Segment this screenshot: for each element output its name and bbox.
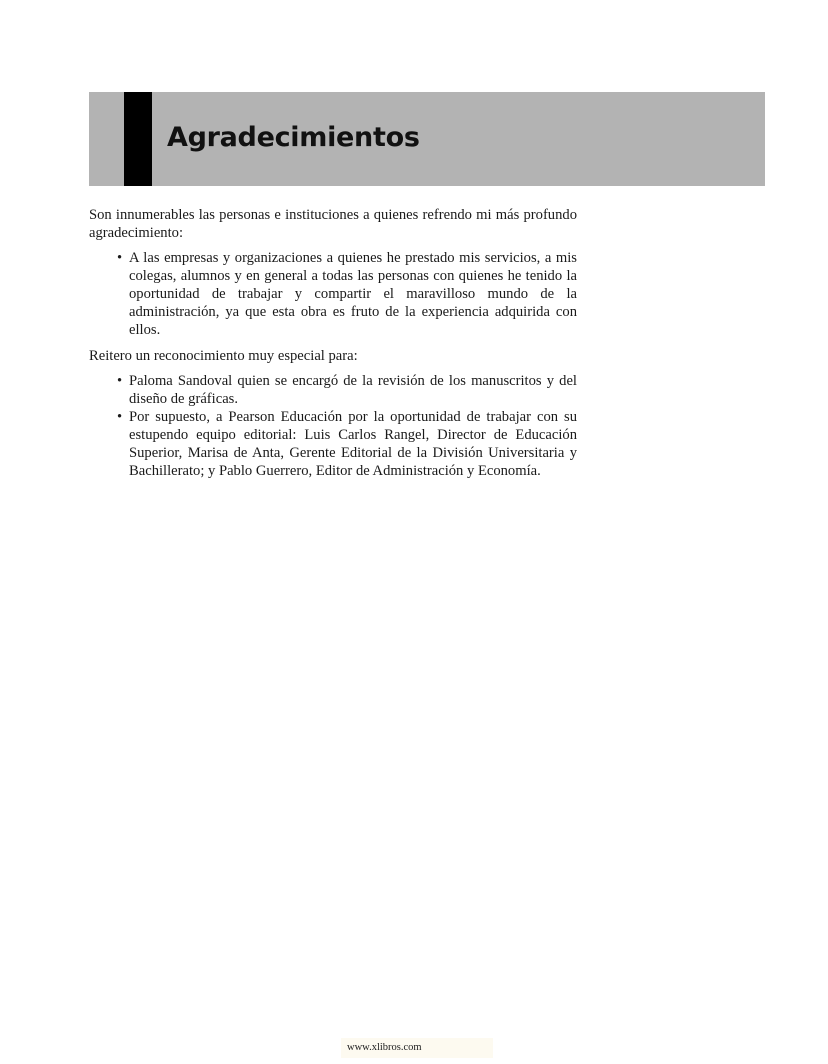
list-item-text: A las empresas y organizaciones a quienes he prestado mis servicios, a mis colegas, alumnos y en general a todas las personas con quienes he tenido la oportunidad de trabajar y compartir el maravilloso mundo de la administración, ya que esta obra es fruto de la experiencia adquirida con ellos. [129, 250, 577, 338]
intro-paragraph: Son innumerables las personas e instituciones a quienes refrendo mi más profundo agradecimiento: [89, 207, 577, 241]
bullet-icon: • [117, 373, 123, 389]
bullet-icon: • [117, 250, 123, 266]
people-list [89, 372, 577, 480]
chapter-title: Agradecimientos [167, 122, 420, 153]
list-item-text: Por supuesto, a Pearson Educación por la oportunidad de trabajar con su estupendo equipo editorial: Luis Carlos Rangel, Director de Educación Superior, Marisa de Anta, Gerente Editorial de la División Universitaria y Bachillerato; y Pablo Guerrero, Editor de Administración y Economía. [129, 409, 577, 479]
footer-website-link[interactable]: www.xlibros.com [341, 1038, 493, 1058]
chapter-header [89, 92, 765, 186]
chapter-accent-bar [124, 92, 152, 186]
bullet-icon: • [117, 409, 123, 425]
organizations-list [89, 249, 577, 339]
special-recognition-paragraph: Reitero un reconocimiento muy especial para: [89, 348, 358, 364]
list-item-text: Paloma Sandoval quien se encargó de la revisión de los manuscritos y del diseño de gráficas. [129, 373, 577, 407]
list-item [117, 372, 577, 408]
list-item [117, 249, 577, 339]
list-item [117, 408, 577, 480]
acknowledgements-body [89, 206, 577, 480]
